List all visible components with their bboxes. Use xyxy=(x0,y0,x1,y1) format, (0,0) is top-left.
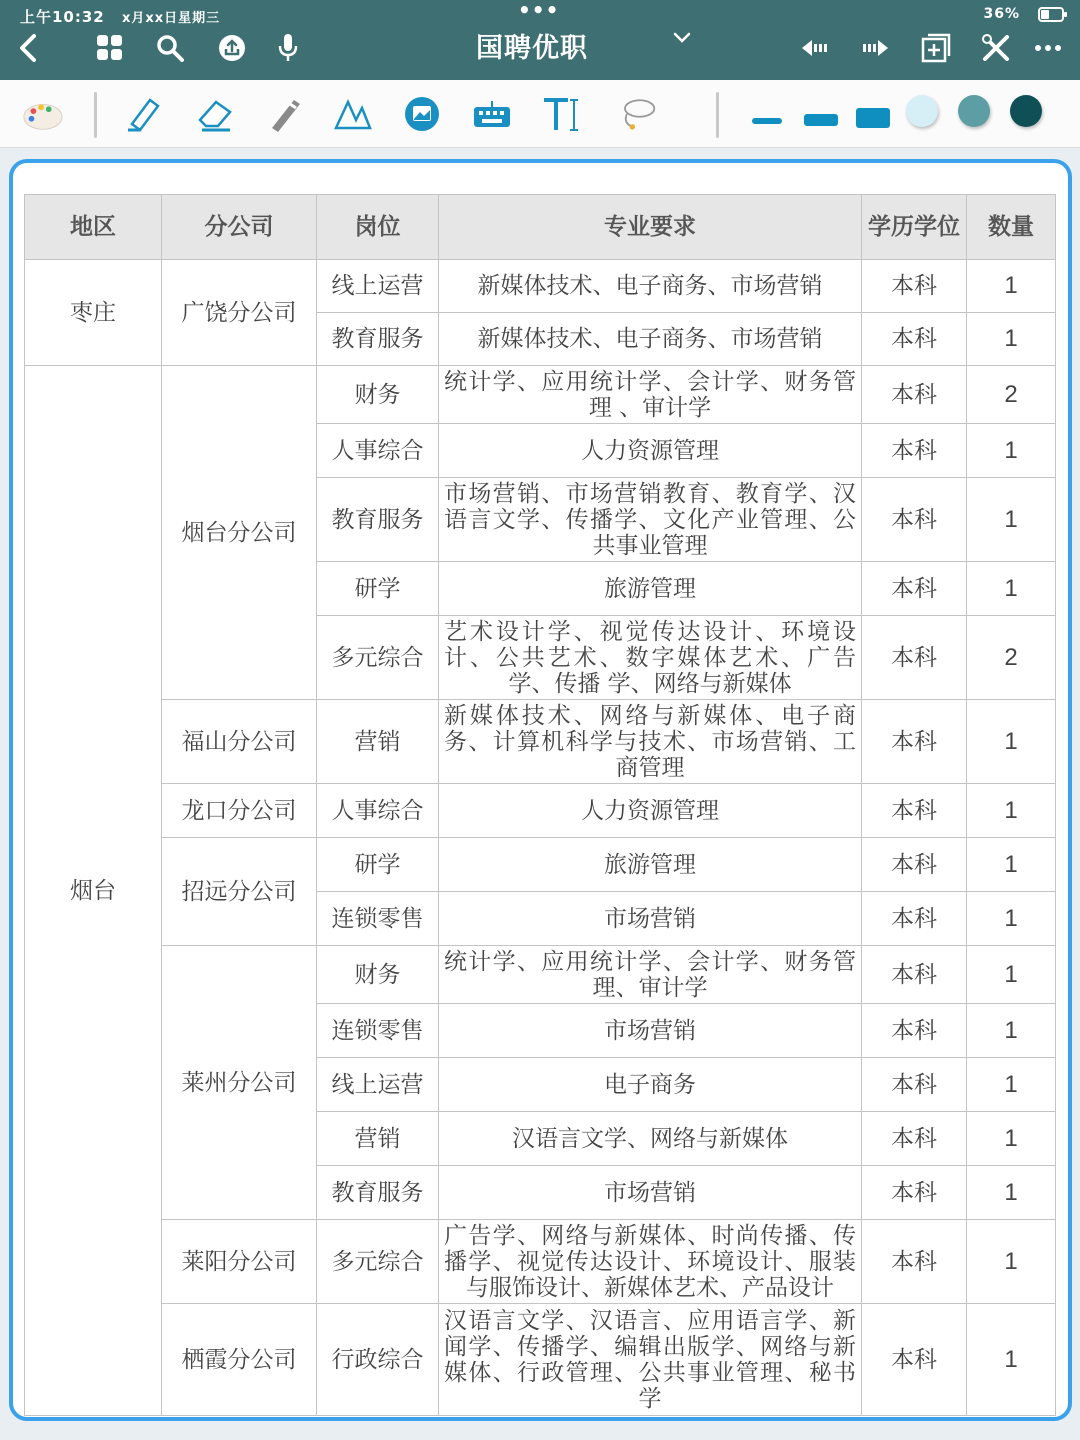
cell-position: 营销 xyxy=(317,700,439,784)
cell-major: 市场营销 xyxy=(439,1166,862,1220)
cell-position: 营销 xyxy=(317,1112,439,1166)
cell-branch: 福山分公司 xyxy=(162,700,317,784)
cell-branch: 龙口分公司 xyxy=(162,784,317,838)
cell-major: 人力资源管理 xyxy=(439,784,862,838)
search-icon[interactable] xyxy=(152,30,188,66)
cell-count: 1 xyxy=(967,838,1056,892)
multitask-dots[interactable]: ••• xyxy=(518,0,560,22)
redo-icon[interactable] xyxy=(856,30,892,66)
cell-degree: 本科 xyxy=(862,1004,967,1058)
cell-branch: 广饶分公司 xyxy=(162,260,317,366)
text-icon[interactable] xyxy=(540,92,584,136)
cell-major: 市场营销 xyxy=(439,892,862,946)
cell-degree: 本科 xyxy=(862,366,967,424)
job-table xyxy=(24,194,1056,1416)
chevron-down-icon[interactable] xyxy=(672,30,692,49)
cell-degree: 本科 xyxy=(862,1220,967,1304)
header-count: 数量 xyxy=(967,195,1056,260)
cell-region: 烟台 xyxy=(25,366,162,1416)
document-title[interactable]: 国聘优职 xyxy=(476,33,588,64)
battery-level: 36% xyxy=(983,6,1020,22)
cell-branch: 烟台分公司 xyxy=(162,366,317,700)
cell-major: 旅游管理 xyxy=(439,562,862,616)
cell-degree: 本科 xyxy=(862,1058,967,1112)
table-row xyxy=(25,1304,1056,1416)
table-body xyxy=(25,260,1056,1416)
cell-degree: 本科 xyxy=(862,478,967,562)
color-swatch-light[interactable] xyxy=(906,95,938,127)
cell-position: 人事综合 xyxy=(317,784,439,838)
undo-icon[interactable] xyxy=(798,30,834,66)
color-swatch-dark[interactable] xyxy=(1010,95,1042,127)
image-icon[interactable] xyxy=(400,92,444,136)
cell-major: 统计学、应用统计学、会计学、财务管理 、审计学 xyxy=(439,366,862,424)
shape-icon[interactable] xyxy=(330,92,374,136)
cell-count: 1 xyxy=(967,784,1056,838)
header-major: 专业要求 xyxy=(439,195,862,260)
cell-degree: 本科 xyxy=(862,784,967,838)
cell-degree: 本科 xyxy=(862,1112,967,1166)
share-icon[interactable] xyxy=(214,30,250,66)
cell-position: 研学 xyxy=(317,562,439,616)
cell-position: 教育服务 xyxy=(317,478,439,562)
cell-major: 汉语言文学、汉语言、应用语言学、新闻学、传播学、编辑出版学、网络与新媒体、行政管理、公共事业管理、秘书学 xyxy=(439,1304,862,1416)
cell-position: 研学 xyxy=(317,838,439,892)
cell-degree: 本科 xyxy=(862,313,967,366)
cell-count: 1 xyxy=(967,1112,1056,1166)
cell-major: 汉语言文学、网络与新媒体 xyxy=(439,1112,862,1166)
table-row xyxy=(25,838,1056,892)
cell-count: 2 xyxy=(967,366,1056,424)
cell-branch: 招远分公司 xyxy=(162,838,317,946)
mic-icon[interactable] xyxy=(270,30,306,66)
cell-position: 财务 xyxy=(317,366,439,424)
cell-position: 连锁零售 xyxy=(317,1004,439,1058)
eraser-icon[interactable] xyxy=(194,92,238,136)
cell-degree: 本科 xyxy=(862,700,967,784)
cell-degree: 本科 xyxy=(862,892,967,946)
table-row xyxy=(25,700,1056,784)
cell-count: 1 xyxy=(967,562,1056,616)
header-region: 地区 xyxy=(25,195,162,260)
cell-count: 1 xyxy=(967,1166,1056,1220)
cell-count: 1 xyxy=(967,424,1056,478)
stroke-thick[interactable] xyxy=(856,108,890,128)
cell-major: 统计学、应用统计学、会计学、财务管理、审计学 xyxy=(439,946,862,1004)
cell-major: 市场营销 xyxy=(439,1004,862,1058)
cell-position: 多元综合 xyxy=(317,1220,439,1304)
pen-icon[interactable] xyxy=(262,92,306,136)
cell-count: 2 xyxy=(967,616,1056,700)
cell-branch: 莱州分公司 xyxy=(162,946,317,1220)
cell-count: 1 xyxy=(967,892,1056,946)
lasso-icon[interactable] xyxy=(614,92,658,136)
cell-branch: 莱阳分公司 xyxy=(162,1220,317,1304)
add-page-icon[interactable] xyxy=(918,30,954,66)
cell-degree: 本科 xyxy=(862,424,967,478)
cell-degree: 本科 xyxy=(862,616,967,700)
highlighter-icon[interactable] xyxy=(122,92,166,136)
cell-major: 新媒体技术、电子商务、市场营销 xyxy=(439,260,862,313)
status-time: 上午10:32 xyxy=(20,8,105,26)
chevron-left-icon[interactable] xyxy=(10,30,46,66)
cell-major: 旅游管理 xyxy=(439,838,862,892)
table-row xyxy=(25,366,1056,424)
cell-degree: 本科 xyxy=(862,1166,967,1220)
cell-position: 教育服务 xyxy=(317,1166,439,1220)
cell-degree: 本科 xyxy=(862,562,967,616)
cell-major: 人力资源管理 xyxy=(439,424,862,478)
cell-count: 1 xyxy=(967,1304,1056,1416)
color-swatch-medium[interactable] xyxy=(958,95,990,127)
cell-count: 1 xyxy=(967,313,1056,366)
cell-count: 1 xyxy=(967,1220,1056,1304)
cell-position: 线上运营 xyxy=(317,1058,439,1112)
table-row xyxy=(25,1220,1056,1304)
table-row xyxy=(25,784,1056,838)
cell-major: 新媒体技术、网络与新媒体、电子商务、计算机科学与技术、市场营销、工商管理 xyxy=(439,700,862,784)
grid-icon[interactable] xyxy=(92,30,128,66)
cell-position: 连锁零售 xyxy=(317,892,439,946)
cell-count: 1 xyxy=(967,1058,1056,1112)
keyboard-icon[interactable] xyxy=(470,92,514,136)
divider xyxy=(716,92,719,138)
stroke-thin[interactable] xyxy=(752,118,782,124)
cell-region: 枣庄 xyxy=(25,260,162,366)
header-degree: 学历学位 xyxy=(862,195,967,260)
cell-position: 人事综合 xyxy=(317,424,439,478)
tools-icon[interactable] xyxy=(978,30,1014,66)
cell-position: 财务 xyxy=(317,946,439,1004)
cell-count: 1 xyxy=(967,946,1056,1004)
table-row xyxy=(25,260,1056,313)
cell-major: 广告学、网络与新媒体、时尚传播、传播学、视觉传达设计、环境设计、服装与服饰设计、新媒体艺术、产品设计 xyxy=(439,1220,862,1304)
palette-icon[interactable] xyxy=(20,92,64,136)
cell-major: 电子商务 xyxy=(439,1058,862,1112)
cell-degree: 本科 xyxy=(862,838,967,892)
cell-degree: 本科 xyxy=(862,946,967,1004)
cell-major: 新媒体技术、电子商务、市场营销 xyxy=(439,313,862,366)
cell-count: 1 xyxy=(967,478,1056,562)
app-bar xyxy=(0,0,1080,80)
cell-count: 1 xyxy=(967,700,1056,784)
table-row xyxy=(25,946,1056,1004)
cell-degree: 本科 xyxy=(862,260,967,313)
header-position: 岗位 xyxy=(317,195,439,260)
cell-position: 线上运营 xyxy=(317,260,439,313)
cell-major: 市场营销、市场营销教育、教育学、汉语言文学、传播学、文化产业管理、公共事业管理 xyxy=(439,478,862,562)
cell-major: 艺术设计学、视觉传达设计、环境设计、公共艺术、数字媒体艺术、广告学、传播 学、网络与新媒体 xyxy=(439,616,862,700)
cell-position: 多元综合 xyxy=(317,616,439,700)
status-date: x月xx日星期三 xyxy=(122,11,221,26)
cell-position: 教育服务 xyxy=(317,313,439,366)
stroke-medium[interactable] xyxy=(804,114,838,126)
cell-branch: 栖霞分公司 xyxy=(162,1304,317,1416)
header-branch: 分公司 xyxy=(162,195,317,260)
divider xyxy=(94,92,97,138)
table-header-row xyxy=(25,195,1056,260)
cell-degree: 本科 xyxy=(862,1304,967,1416)
battery-icon xyxy=(1038,7,1064,22)
cell-count: 1 xyxy=(967,260,1056,313)
more-icon[interactable] xyxy=(1030,30,1066,66)
cell-position: 行政综合 xyxy=(317,1304,439,1416)
cell-count: 1 xyxy=(967,1004,1056,1058)
